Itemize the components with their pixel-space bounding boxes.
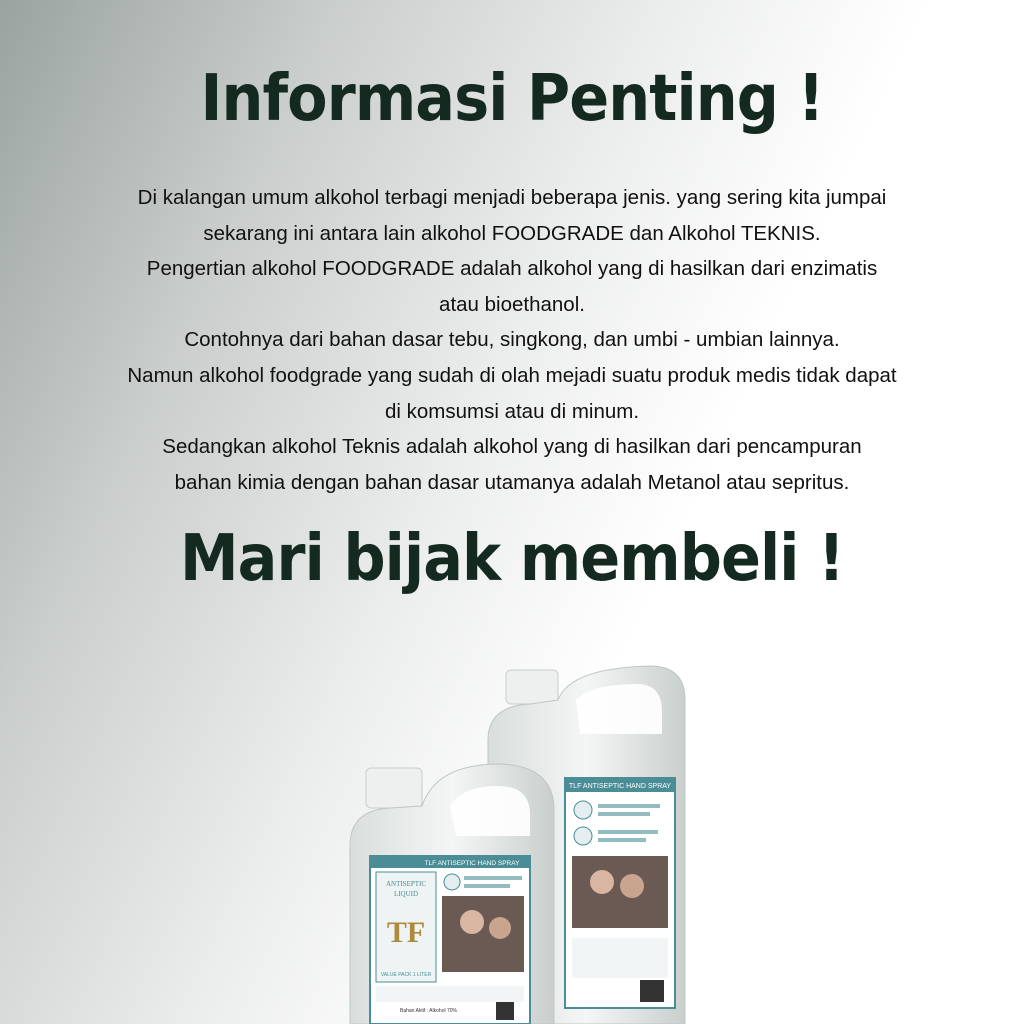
page-title: Informasi Penting ! (200, 62, 824, 136)
active-ingredient: Bahan Aktif : Alkohol 70% (400, 1008, 457, 1014)
logo-line-1: ANTISEPTIC (385, 880, 427, 888)
logo-mark: TF (386, 916, 426, 949)
size-label: VALUE PACK 1 LITER (380, 972, 432, 978)
paragraph-line: Contohnya dari bahan dasar tebu, singkong, dan umbi - umbian lainnya. (184, 328, 840, 352)
logo-line-2: LIQUID (393, 890, 419, 898)
product-image (340, 660, 700, 1024)
large-label-title: TLF ANTISEPTIC HAND SPRAY (568, 783, 672, 790)
paragraph-line: Sedangkan alkohol Teknis adalah alkohol yang di hasilkan dari pencampuran (162, 435, 862, 459)
paragraph-line: Di kalangan umum alkohol terbagi menjadi beberapa jenis. yang sering kita jumpai (137, 186, 887, 209)
small-label-title: TLF ANTISEPTIC HAND SPRAY (424, 860, 520, 867)
small-jerrycan (350, 764, 554, 1024)
paragraph-line: bahan kimia dengan bahan dasar utamanya adalah Metanol atau sepritus. (174, 470, 850, 494)
paragraph-line: atau bioethanol. (439, 292, 585, 316)
paragraph-line: Pengertian alkohol FOODGRADE adalah alkohol yang di hasilkan dari enzimatis (146, 257, 878, 281)
tagline: Mari bijak membeli ! (180, 522, 844, 596)
paragraph-line: Namun alkohol foodgrade yang sudah di olah mejadi suatu produk medis tidak dapat (127, 363, 897, 387)
info-paragraph (70, 180, 954, 500)
paragraph-line: sekarang ini antara lain alkohol FOODGRADE dan Alkohol TEKNIS. (203, 221, 821, 245)
paragraph-line: di komsumsi atau di minum. (384, 399, 640, 423)
